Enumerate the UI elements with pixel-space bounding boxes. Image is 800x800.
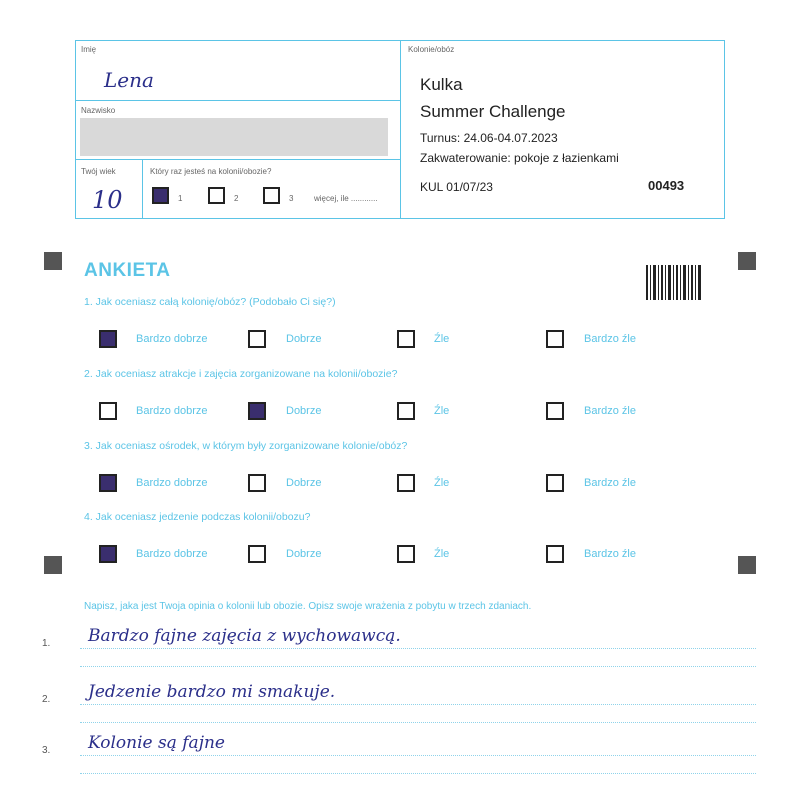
opinion-line-3-rule-second — [80, 773, 756, 774]
question-3-checkbox-3[interactable] — [397, 474, 415, 492]
times-option-1: 1 — [178, 194, 183, 203]
header-divider-vertical — [400, 40, 401, 219]
question-2-option-label-3: Źle — [434, 405, 450, 417]
question-4-option-label-2: Dobrze — [286, 548, 322, 560]
question-4-text: 4. Jak oceniasz jedzenie podczas kolonii/obozu? — [84, 511, 311, 523]
opinion-line-1-number: 1. — [42, 638, 51, 649]
opinion-line-2-number: 2. — [42, 694, 51, 705]
question-1-checkbox-4[interactable] — [546, 330, 564, 348]
times-option-2: 2 — [234, 194, 239, 203]
question-1-checkbox-2[interactable] — [248, 330, 266, 348]
times-checkbox-3[interactable] — [263, 187, 280, 204]
question-3-option-label-2: Dobrze — [286, 477, 322, 489]
question-1-option-label-1: Bardzo dobrze — [136, 333, 208, 345]
question-3-checkbox-4[interactable] — [546, 474, 564, 492]
question-1-text: 1. Jak oceniasz całą kolonię/obóz? (Podobało Ci się?) — [84, 296, 336, 308]
times-more-label: więcej, ile ............ — [314, 194, 378, 203]
question-4-checkbox-1[interactable] — [99, 545, 117, 563]
header-divider-surname — [75, 159, 400, 160]
question-3-option-label-3: Źle — [434, 477, 450, 489]
opinion-line-3-rule — [80, 755, 756, 756]
name-label: Imię — [81, 45, 97, 54]
opinion-line-1-text[interactable]: Bardzo fajne zajęcia z wychowawcą. — [88, 626, 401, 646]
registration-marker-tr — [738, 252, 756, 270]
question-2-checkbox-1[interactable] — [99, 402, 117, 420]
question-3-option-label-1: Bardzo dobrze — [136, 477, 208, 489]
header-divider-age — [142, 159, 143, 219]
surname-label: Nazwisko — [81, 106, 116, 115]
question-2-option-label-4: Bardzo źle — [584, 405, 636, 417]
camp-label: Kolonie/obóz — [408, 45, 455, 54]
question-3-checkbox-1[interactable] — [99, 474, 117, 492]
question-4-checkbox-4[interactable] — [546, 545, 564, 563]
registration-marker-bl — [44, 556, 62, 574]
registration-marker-br — [738, 556, 756, 574]
times-checkbox-2[interactable] — [208, 187, 225, 204]
camp-code: KUL 01/07/23 — [420, 180, 493, 194]
name-value[interactable]: Lena — [104, 68, 154, 92]
age-label: Twój wiek — [81, 167, 116, 176]
survey-title: ANKIETA — [84, 260, 171, 281]
opinion-line-1-rule — [80, 648, 756, 649]
question-4-checkbox-2[interactable] — [248, 545, 266, 563]
question-2-checkbox-3[interactable] — [397, 402, 415, 420]
question-1-option-label-2: Dobrze — [286, 333, 322, 345]
barcode-icon — [646, 265, 702, 300]
question-2-option-label-1: Bardzo dobrze — [136, 405, 208, 417]
opinion-line-1-rule-second — [80, 666, 756, 667]
age-value[interactable]: 10 — [92, 186, 123, 214]
question-4-option-label-3: Źle — [434, 548, 450, 560]
opinion-line-2-text[interactable]: Jedzenie bardzo mi smakuje. — [88, 682, 336, 702]
opinion-line-2-rule-second — [80, 722, 756, 723]
question-4-option-label-1: Bardzo dobrze — [136, 548, 208, 560]
camp-name-1: Kulka — [420, 75, 463, 94]
question-1-option-label-4: Bardzo źle — [584, 333, 636, 345]
form-number: 00493 — [648, 178, 685, 193]
opinion-prompt: Napisz, jaka jest Twoja opinia o kolonii lub obozie. Opisz swoje wrażenia z pobytu w trzech zdaniach. — [84, 601, 532, 612]
question-3-checkbox-2[interactable] — [248, 474, 266, 492]
camp-name-2: Summer Challenge — [420, 102, 566, 121]
opinion-line-3-text[interactable]: Kolonie są fajne — [88, 733, 225, 753]
times-checkbox-1[interactable] — [152, 187, 169, 204]
question-4-option-label-4: Bardzo źle — [584, 548, 636, 560]
question-3-text: 3. Jak oceniasz ośrodek, w którym były zorganizowane kolonie/obóz? — [84, 440, 408, 452]
header-divider-name — [75, 100, 400, 101]
question-2-checkbox-4[interactable] — [546, 402, 564, 420]
question-4-checkbox-3[interactable] — [397, 545, 415, 563]
registration-marker-tl — [44, 252, 62, 270]
question-2-checkbox-2[interactable] — [248, 402, 266, 420]
question-1-checkbox-3[interactable] — [397, 330, 415, 348]
accommodation-text: Zakwaterowanie: pokoje z łazienkami — [420, 151, 619, 165]
times-label: Który raz jesteś na kolonii/obozie? — [150, 167, 272, 176]
question-1-checkbox-1[interactable] — [99, 330, 117, 348]
times-option-3: 3 — [289, 194, 294, 203]
opinion-line-3-number: 3. — [42, 745, 51, 756]
opinion-line-2-rule — [80, 704, 756, 705]
question-2-option-label-2: Dobrze — [286, 405, 322, 417]
surname-redacted-field[interactable] — [80, 118, 388, 156]
question-1-option-label-3: Źle — [434, 333, 450, 345]
question-2-text: 2. Jak oceniasz atrakcje i zajęcia zorganizowane na kolonii/obozie? — [84, 368, 398, 380]
turnus-text: Turnus: 24.06-04.07.2023 — [420, 131, 558, 145]
question-3-option-label-4: Bardzo źle — [584, 477, 636, 489]
